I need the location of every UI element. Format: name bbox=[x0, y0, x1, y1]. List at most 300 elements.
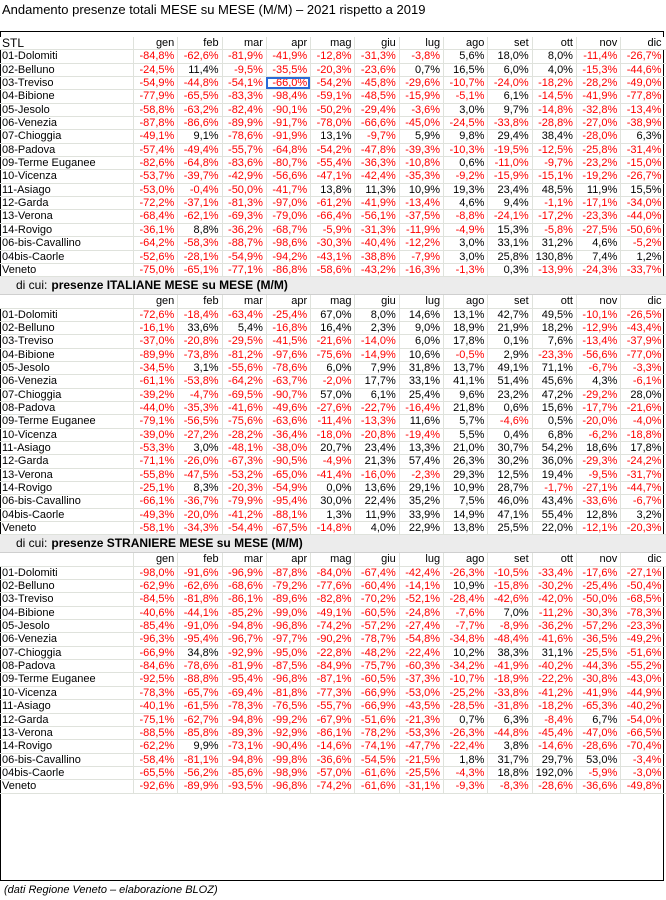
value-cell[interactable]: -43,2% bbox=[354, 264, 398, 276]
value-cell[interactable]: -92,6% bbox=[133, 780, 177, 792]
value-cell[interactable]: 4,0% bbox=[532, 64, 576, 76]
value-cell[interactable]: -21,5% bbox=[399, 754, 443, 766]
value-cell[interactable]: -53,0% bbox=[399, 687, 443, 699]
value-cell[interactable]: -15,8% bbox=[487, 580, 531, 592]
value-cell[interactable]: -92,5% bbox=[133, 673, 177, 685]
value-cell[interactable]: -30,3% bbox=[310, 237, 354, 249]
value-cell[interactable]: -24,5% bbox=[443, 117, 487, 129]
value-cell[interactable]: -55,8% bbox=[133, 469, 177, 481]
value-cell[interactable]: 7,4% bbox=[576, 251, 620, 263]
value-cell[interactable]: -15,0% bbox=[620, 157, 664, 169]
value-cell[interactable]: -61,2% bbox=[310, 197, 354, 209]
value-cell[interactable]: -10,3% bbox=[443, 144, 487, 156]
value-cell[interactable]: -98,4% bbox=[266, 90, 310, 102]
value-cell[interactable]: 13,1% bbox=[310, 130, 354, 142]
value-cell[interactable]: 9,0% bbox=[399, 322, 443, 334]
month-header-mag[interactable]: mag bbox=[310, 37, 354, 49]
value-cell[interactable]: -56,1% bbox=[354, 210, 398, 222]
row-label[interactable]: 09-Terme Euganee bbox=[2, 415, 96, 428]
value-cell[interactable]: -48,5% bbox=[354, 90, 398, 102]
value-cell[interactable]: -29,3% bbox=[576, 455, 620, 467]
value-cell[interactable]: -28,6% bbox=[576, 740, 620, 752]
value-cell[interactable]: -89,3% bbox=[222, 727, 266, 739]
value-cell[interactable]: -83,6% bbox=[222, 157, 266, 169]
value-cell[interactable]: 30,7% bbox=[487, 442, 531, 454]
month-header-lug[interactable]: lug bbox=[399, 553, 443, 565]
value-cell[interactable]: -87,5% bbox=[266, 660, 310, 672]
value-cell[interactable]: -45,0% bbox=[399, 117, 443, 129]
value-cell[interactable]: -74,2% bbox=[310, 620, 354, 632]
value-cell[interactable]: -18,2% bbox=[532, 77, 576, 89]
value-cell[interactable]: -66,4% bbox=[310, 210, 354, 222]
value-cell[interactable]: -23,3% bbox=[532, 349, 576, 361]
value-cell[interactable]: -10,5% bbox=[487, 567, 531, 579]
value-cell[interactable]: -3,4% bbox=[620, 754, 664, 766]
value-cell[interactable]: -11,9% bbox=[399, 224, 443, 236]
value-cell[interactable]: -80,7% bbox=[266, 157, 310, 169]
value-cell[interactable]: 7,0% bbox=[487, 607, 531, 619]
value-cell[interactable]: -4,9% bbox=[443, 224, 487, 236]
value-cell[interactable]: 10,6% bbox=[399, 349, 443, 361]
value-cell[interactable]: -40,6% bbox=[133, 607, 177, 619]
value-cell[interactable]: -53,7% bbox=[133, 170, 177, 182]
value-cell[interactable]: -59,1% bbox=[310, 90, 354, 102]
month-header-feb[interactable]: feb bbox=[177, 295, 221, 307]
value-cell[interactable]: 8,8% bbox=[177, 224, 221, 236]
value-cell[interactable]: -99,2% bbox=[266, 714, 310, 726]
value-cell[interactable]: -3,3% bbox=[620, 362, 664, 374]
value-cell[interactable]: -27,6% bbox=[310, 402, 354, 414]
value-cell[interactable]: 8,3% bbox=[177, 482, 221, 494]
row-label[interactable]: 13-Verona bbox=[2, 210, 53, 223]
value-cell[interactable]: -43,4% bbox=[620, 322, 664, 334]
row-label[interactable]: 10-Vicenza bbox=[2, 428, 57, 441]
value-cell[interactable]: -63,6% bbox=[266, 415, 310, 427]
value-cell[interactable]: 25,8% bbox=[487, 251, 531, 263]
month-header-lug[interactable]: lug bbox=[399, 295, 443, 307]
value-cell[interactable]: -44,3% bbox=[576, 660, 620, 672]
value-cell[interactable]: -99,0% bbox=[266, 607, 310, 619]
value-cell[interactable]: -37,3% bbox=[399, 673, 443, 685]
value-cell[interactable]: -14,6% bbox=[532, 740, 576, 752]
value-cell[interactable]: -77,3% bbox=[310, 687, 354, 699]
value-cell[interactable]: 29,1% bbox=[399, 482, 443, 494]
value-cell[interactable]: -38,0% bbox=[266, 442, 310, 454]
row-label[interactable]: 06-bis-Cavallino bbox=[2, 237, 81, 250]
value-cell[interactable]: -10,7% bbox=[443, 77, 487, 89]
value-cell[interactable]: -60,5% bbox=[354, 607, 398, 619]
value-cell[interactable]: -72,2% bbox=[133, 197, 177, 209]
value-cell[interactable]: 15,5% bbox=[620, 184, 664, 196]
value-cell[interactable]: -92,9% bbox=[266, 727, 310, 739]
value-cell[interactable]: -6,7% bbox=[576, 362, 620, 374]
value-cell[interactable]: 16,5% bbox=[443, 64, 487, 76]
value-cell[interactable]: -91,6% bbox=[177, 567, 221, 579]
value-cell[interactable]: -11,4% bbox=[576, 50, 620, 62]
value-cell[interactable]: 28,7% bbox=[487, 482, 531, 494]
value-cell[interactable]: -66,9% bbox=[133, 647, 177, 659]
value-cell[interactable]: 38,3% bbox=[487, 647, 531, 659]
value-cell[interactable]: -96,9% bbox=[222, 567, 266, 579]
value-cell[interactable]: 7,6% bbox=[532, 335, 576, 347]
value-cell[interactable]: -75,6% bbox=[310, 349, 354, 361]
value-cell[interactable]: -28,0% bbox=[576, 130, 620, 142]
value-cell[interactable]: -7,6% bbox=[443, 607, 487, 619]
row-label[interactable]: 12-Garda bbox=[2, 455, 49, 468]
month-header-gen[interactable]: gen bbox=[133, 295, 177, 307]
value-cell[interactable]: -41,6% bbox=[222, 402, 266, 414]
value-cell[interactable]: -45,4% bbox=[532, 727, 576, 739]
value-cell[interactable]: 130,8% bbox=[532, 251, 576, 263]
value-cell[interactable]: -19,4% bbox=[399, 429, 443, 441]
value-cell[interactable]: -76,5% bbox=[266, 700, 310, 712]
value-cell[interactable]: -33,8% bbox=[487, 117, 531, 129]
value-cell[interactable]: -37,9% bbox=[620, 335, 664, 347]
value-cell[interactable]: 0,7% bbox=[443, 714, 487, 726]
value-cell[interactable]: -55,6% bbox=[222, 362, 266, 374]
value-cell[interactable]: -54,5% bbox=[354, 754, 398, 766]
value-cell[interactable]: -43,5% bbox=[399, 700, 443, 712]
value-cell[interactable]: -23,6% bbox=[354, 64, 398, 76]
value-cell[interactable]: -35,5% bbox=[266, 64, 310, 76]
row-label[interactable]: 11-Asiago bbox=[2, 441, 51, 454]
row-label[interactable]: 10-Vicenza bbox=[2, 170, 57, 183]
value-cell[interactable]: 6,0% bbox=[487, 64, 531, 76]
row-label[interactable]: 01-Dolomiti bbox=[2, 50, 58, 63]
value-cell[interactable]: -86,8% bbox=[266, 264, 310, 276]
value-cell[interactable]: -98,0% bbox=[133, 567, 177, 579]
month-header-set[interactable]: set bbox=[487, 295, 531, 307]
row-label[interactable]: 04-Bibione bbox=[2, 90, 55, 103]
value-cell[interactable]: 21,3% bbox=[354, 455, 398, 467]
value-cell[interactable]: -8,8% bbox=[443, 210, 487, 222]
value-cell[interactable]: -31,1% bbox=[399, 780, 443, 792]
value-cell[interactable]: 9,1% bbox=[177, 130, 221, 142]
value-cell[interactable]: -54,2% bbox=[310, 77, 354, 89]
value-cell[interactable]: -29,4% bbox=[354, 104, 398, 116]
value-cell[interactable]: -98,6% bbox=[266, 237, 310, 249]
value-cell[interactable]: -49,2% bbox=[620, 633, 664, 645]
value-cell[interactable]: -16,1% bbox=[133, 322, 177, 334]
value-cell[interactable]: -41,9% bbox=[576, 687, 620, 699]
value-cell[interactable]: -62,7% bbox=[177, 714, 221, 726]
value-cell[interactable]: -68,7% bbox=[266, 224, 310, 236]
value-cell[interactable]: -0,5% bbox=[443, 349, 487, 361]
value-cell[interactable]: -82,6% bbox=[133, 157, 177, 169]
value-cell[interactable]: -10,7% bbox=[443, 673, 487, 685]
value-cell[interactable]: 11,9% bbox=[354, 509, 398, 521]
value-cell[interactable]: -41,2% bbox=[222, 509, 266, 521]
value-cell[interactable]: 54,2% bbox=[532, 442, 576, 454]
value-cell[interactable]: -47,1% bbox=[310, 170, 354, 182]
value-cell[interactable]: 38,4% bbox=[532, 130, 576, 142]
value-cell[interactable]: -14,8% bbox=[310, 522, 354, 534]
value-cell[interactable]: -62,1% bbox=[177, 210, 221, 222]
value-cell[interactable]: 3,1% bbox=[177, 362, 221, 374]
value-cell[interactable]: -96,8% bbox=[266, 673, 310, 685]
value-cell[interactable]: 23,4% bbox=[487, 184, 531, 196]
value-cell[interactable]: 2,3% bbox=[354, 322, 398, 334]
value-cell[interactable]: -64,2% bbox=[133, 237, 177, 249]
value-cell[interactable]: 0,6% bbox=[487, 402, 531, 414]
value-cell[interactable]: -54,9% bbox=[222, 251, 266, 263]
value-cell[interactable]: -85,2% bbox=[222, 607, 266, 619]
value-cell[interactable]: -93,5% bbox=[222, 780, 266, 792]
value-cell[interactable]: 35,2% bbox=[399, 495, 443, 507]
value-cell[interactable]: -33,7% bbox=[620, 264, 664, 276]
value-cell[interactable]: -25,5% bbox=[399, 767, 443, 779]
value-cell[interactable]: 14,9% bbox=[443, 509, 487, 521]
value-cell[interactable]: -78,6% bbox=[222, 130, 266, 142]
row-label[interactable]: 04bis-Caorle bbox=[2, 766, 65, 779]
value-cell[interactable]: 12,5% bbox=[487, 469, 531, 481]
value-cell[interactable]: 9,8% bbox=[443, 130, 487, 142]
value-cell[interactable]: -21,6% bbox=[310, 335, 354, 347]
value-cell[interactable]: -33,4% bbox=[532, 567, 576, 579]
value-cell[interactable]: -27,1% bbox=[576, 482, 620, 494]
value-cell[interactable]: -4,0% bbox=[620, 415, 664, 427]
value-cell[interactable]: -13,3% bbox=[354, 415, 398, 427]
value-cell[interactable]: -94,8% bbox=[222, 620, 266, 632]
value-cell[interactable]: -73,1% bbox=[222, 740, 266, 752]
value-cell[interactable]: -1,3% bbox=[443, 264, 487, 276]
value-cell[interactable]: -57,0% bbox=[310, 767, 354, 779]
value-cell[interactable]: -87,8% bbox=[266, 567, 310, 579]
value-cell[interactable]: -5,2% bbox=[620, 237, 664, 249]
value-cell[interactable]: 51,4% bbox=[487, 375, 531, 387]
month-header-ago[interactable]: ago bbox=[443, 37, 487, 49]
value-cell[interactable]: -26,7% bbox=[620, 50, 664, 62]
value-cell[interactable]: 17,8% bbox=[620, 442, 664, 454]
month-header-giu[interactable]: giu bbox=[354, 553, 398, 565]
value-cell[interactable]: -39,0% bbox=[133, 429, 177, 441]
value-cell[interactable]: -66,0% bbox=[266, 77, 310, 89]
value-cell[interactable]: 31,7% bbox=[487, 754, 531, 766]
value-cell[interactable]: -9,2% bbox=[443, 170, 487, 182]
value-cell[interactable]: -30,3% bbox=[576, 607, 620, 619]
month-header-mar[interactable]: mar bbox=[222, 295, 266, 307]
value-cell[interactable]: -65,1% bbox=[177, 264, 221, 276]
value-cell[interactable]: -82,8% bbox=[310, 593, 354, 605]
value-cell[interactable]: 15,6% bbox=[532, 402, 576, 414]
value-cell[interactable]: -89,9% bbox=[177, 780, 221, 792]
value-cell[interactable]: 22,0% bbox=[532, 522, 576, 534]
value-cell[interactable]: -68,6% bbox=[222, 580, 266, 592]
value-cell[interactable]: -48,4% bbox=[487, 633, 531, 645]
value-cell[interactable]: 5,9% bbox=[399, 130, 443, 142]
value-cell[interactable]: -81,9% bbox=[222, 660, 266, 672]
value-cell[interactable]: 42,7% bbox=[487, 309, 531, 321]
month-header-dic[interactable]: dic bbox=[620, 37, 664, 49]
value-cell[interactable]: -17,1% bbox=[576, 197, 620, 209]
value-cell[interactable]: -14,0% bbox=[354, 335, 398, 347]
value-cell[interactable]: -62,6% bbox=[177, 580, 221, 592]
value-cell[interactable]: -16,0% bbox=[354, 469, 398, 481]
value-cell[interactable]: -90,1% bbox=[266, 104, 310, 116]
value-cell[interactable]: -7,9% bbox=[399, 251, 443, 263]
value-cell[interactable]: -34,3% bbox=[177, 522, 221, 534]
value-cell[interactable]: -61,5% bbox=[177, 700, 221, 712]
value-cell[interactable]: -44,0% bbox=[133, 402, 177, 414]
value-cell[interactable]: -91,7% bbox=[266, 117, 310, 129]
value-cell[interactable]: -36,7% bbox=[177, 495, 221, 507]
value-cell[interactable]: 3,0% bbox=[177, 442, 221, 454]
value-cell[interactable]: -86,6% bbox=[177, 117, 221, 129]
value-cell[interactable]: -11,2% bbox=[532, 607, 576, 619]
value-cell[interactable]: -19,2% bbox=[576, 170, 620, 182]
value-cell[interactable]: -15,3% bbox=[576, 64, 620, 76]
month-header-apr[interactable]: apr bbox=[266, 37, 310, 49]
value-cell[interactable]: -66,1% bbox=[133, 495, 177, 507]
value-cell[interactable]: -36,6% bbox=[310, 754, 354, 766]
month-header-feb[interactable]: feb bbox=[177, 37, 221, 49]
value-cell[interactable]: -54,9% bbox=[266, 482, 310, 494]
value-cell[interactable]: -86,1% bbox=[310, 727, 354, 739]
value-cell[interactable]: 0,7% bbox=[399, 64, 443, 76]
value-cell[interactable]: 6,8% bbox=[532, 429, 576, 441]
value-cell[interactable]: -50,0% bbox=[576, 593, 620, 605]
value-cell[interactable]: 43,4% bbox=[532, 495, 576, 507]
value-cell[interactable]: -40,1% bbox=[133, 700, 177, 712]
value-cell[interactable]: 15,3% bbox=[487, 224, 531, 236]
value-cell[interactable]: -84,6% bbox=[133, 660, 177, 672]
row-label[interactable]: 14-Rovigo bbox=[2, 223, 53, 236]
value-cell[interactable]: -55,7% bbox=[222, 144, 266, 156]
value-cell[interactable]: 33,1% bbox=[399, 375, 443, 387]
value-cell[interactable]: -43,1% bbox=[310, 251, 354, 263]
value-cell[interactable]: -40,2% bbox=[532, 660, 576, 672]
value-cell[interactable]: 16,4% bbox=[310, 322, 354, 334]
value-cell[interactable]: 6,0% bbox=[310, 362, 354, 374]
month-header-ott[interactable]: ott bbox=[532, 295, 576, 307]
row-label[interactable]: 06-Venezia bbox=[2, 375, 58, 388]
row-label[interactable]: 04-Bibione bbox=[2, 606, 55, 619]
month-header-ago[interactable]: ago bbox=[443, 553, 487, 565]
value-cell[interactable]: 2,9% bbox=[487, 349, 531, 361]
value-cell[interactable]: -53,3% bbox=[399, 727, 443, 739]
value-cell[interactable]: -78,3% bbox=[620, 607, 664, 619]
value-cell[interactable]: -67,4% bbox=[354, 567, 398, 579]
value-cell[interactable]: 30,2% bbox=[487, 455, 531, 467]
value-cell[interactable]: -50,0% bbox=[222, 184, 266, 196]
value-cell[interactable]: -31,4% bbox=[620, 144, 664, 156]
value-cell[interactable]: -38,9% bbox=[620, 117, 664, 129]
value-cell[interactable]: 13,7% bbox=[443, 362, 487, 374]
value-cell[interactable]: -28,2% bbox=[222, 429, 266, 441]
value-cell[interactable]: -44,0% bbox=[620, 210, 664, 222]
row-label[interactable]: 13-Verona bbox=[2, 468, 53, 481]
value-cell[interactable]: -52,1% bbox=[399, 593, 443, 605]
value-cell[interactable]: -97,0% bbox=[266, 197, 310, 209]
value-cell[interactable]: -2,3% bbox=[399, 469, 443, 481]
value-cell[interactable]: -43,0% bbox=[620, 673, 664, 685]
value-cell[interactable]: 13,8% bbox=[310, 184, 354, 196]
value-cell[interactable]: 31,8% bbox=[399, 362, 443, 374]
value-cell[interactable]: 6,3% bbox=[487, 714, 531, 726]
value-cell[interactable]: -4,9% bbox=[310, 455, 354, 467]
value-cell[interactable]: 34,8% bbox=[177, 647, 221, 659]
value-cell[interactable]: -84,9% bbox=[310, 660, 354, 672]
value-cell[interactable]: -65,0% bbox=[266, 469, 310, 481]
value-cell[interactable]: -20,0% bbox=[576, 415, 620, 427]
value-cell[interactable]: 28,0% bbox=[620, 389, 664, 401]
value-cell[interactable]: -37,5% bbox=[399, 210, 443, 222]
value-cell[interactable]: -17,7% bbox=[576, 402, 620, 414]
value-cell[interactable]: -49,1% bbox=[310, 607, 354, 619]
value-cell[interactable]: 5,4% bbox=[222, 322, 266, 334]
value-cell[interactable]: -34,0% bbox=[620, 197, 664, 209]
value-cell[interactable]: -54,1% bbox=[222, 77, 266, 89]
value-cell[interactable]: -96,3% bbox=[133, 633, 177, 645]
value-cell[interactable]: 20,7% bbox=[310, 442, 354, 454]
value-cell[interactable]: 47,2% bbox=[532, 389, 576, 401]
value-cell[interactable]: 192,0% bbox=[532, 767, 576, 779]
value-cell[interactable]: -77,1% bbox=[222, 264, 266, 276]
value-cell[interactable]: -94,8% bbox=[222, 754, 266, 766]
value-cell[interactable]: -14,9% bbox=[354, 349, 398, 361]
row-label[interactable]: 02-Belluno bbox=[2, 580, 55, 593]
value-cell[interactable]: -41,6% bbox=[532, 633, 576, 645]
value-cell[interactable]: 29,3% bbox=[443, 469, 487, 481]
value-cell[interactable]: -81,8% bbox=[177, 593, 221, 605]
value-cell[interactable]: -52,6% bbox=[133, 251, 177, 263]
value-cell[interactable]: -66,5% bbox=[620, 727, 664, 739]
value-cell[interactable]: -9,7% bbox=[532, 157, 576, 169]
row-label[interactable]: 06-bis-Cavallino bbox=[2, 495, 81, 508]
value-cell[interactable]: 0,1% bbox=[487, 335, 531, 347]
value-cell[interactable]: -36,3% bbox=[354, 157, 398, 169]
value-cell[interactable]: -31,3% bbox=[354, 224, 398, 236]
row-label[interactable]: 05-Jesolo bbox=[2, 361, 50, 374]
value-cell[interactable]: 41,1% bbox=[443, 375, 487, 387]
value-cell[interactable]: 33,9% bbox=[399, 509, 443, 521]
value-cell[interactable]: -44,8% bbox=[177, 77, 221, 89]
value-cell[interactable]: 23,4% bbox=[354, 442, 398, 454]
value-cell[interactable]: -5,1% bbox=[443, 90, 487, 102]
value-cell[interactable]: -37,0% bbox=[133, 335, 177, 347]
row-label[interactable]: 06-Venezia bbox=[2, 117, 58, 130]
value-cell[interactable]: 3,8% bbox=[487, 740, 531, 752]
value-cell[interactable]: -95,0% bbox=[266, 647, 310, 659]
value-cell[interactable]: -28,1% bbox=[177, 251, 221, 263]
row-label[interactable]: 14-Rovigo bbox=[2, 740, 53, 753]
value-cell[interactable]: -22,8% bbox=[310, 647, 354, 659]
value-cell[interactable]: -75,1% bbox=[133, 714, 177, 726]
value-cell[interactable]: -39,3% bbox=[399, 144, 443, 156]
value-cell[interactable]: -61,6% bbox=[354, 767, 398, 779]
value-cell[interactable]: -79,2% bbox=[266, 580, 310, 592]
value-cell[interactable]: -36,4% bbox=[266, 429, 310, 441]
value-cell[interactable]: -15,9% bbox=[487, 170, 531, 182]
value-cell[interactable]: 10,9% bbox=[443, 580, 487, 592]
value-cell[interactable]: 67,0% bbox=[310, 309, 354, 321]
value-cell[interactable]: -44,6% bbox=[620, 64, 664, 76]
value-cell[interactable]: -31,3% bbox=[354, 50, 398, 62]
value-cell[interactable]: -88,1% bbox=[266, 509, 310, 521]
value-cell[interactable]: -65,7% bbox=[177, 687, 221, 699]
value-cell[interactable]: -61,6% bbox=[354, 780, 398, 792]
value-cell[interactable]: -20,3% bbox=[310, 64, 354, 76]
value-cell[interactable]: 5,6% bbox=[443, 50, 487, 62]
month-header-lug[interactable]: lug bbox=[399, 37, 443, 49]
value-cell[interactable]: -13,4% bbox=[399, 197, 443, 209]
value-cell[interactable]: 33,6% bbox=[177, 322, 221, 334]
value-cell[interactable]: -74,1% bbox=[354, 740, 398, 752]
value-cell[interactable]: -13,4% bbox=[620, 104, 664, 116]
month-header-apr[interactable]: apr bbox=[266, 553, 310, 565]
value-cell[interactable]: 17,8% bbox=[443, 335, 487, 347]
value-cell[interactable]: -0,4% bbox=[177, 184, 221, 196]
